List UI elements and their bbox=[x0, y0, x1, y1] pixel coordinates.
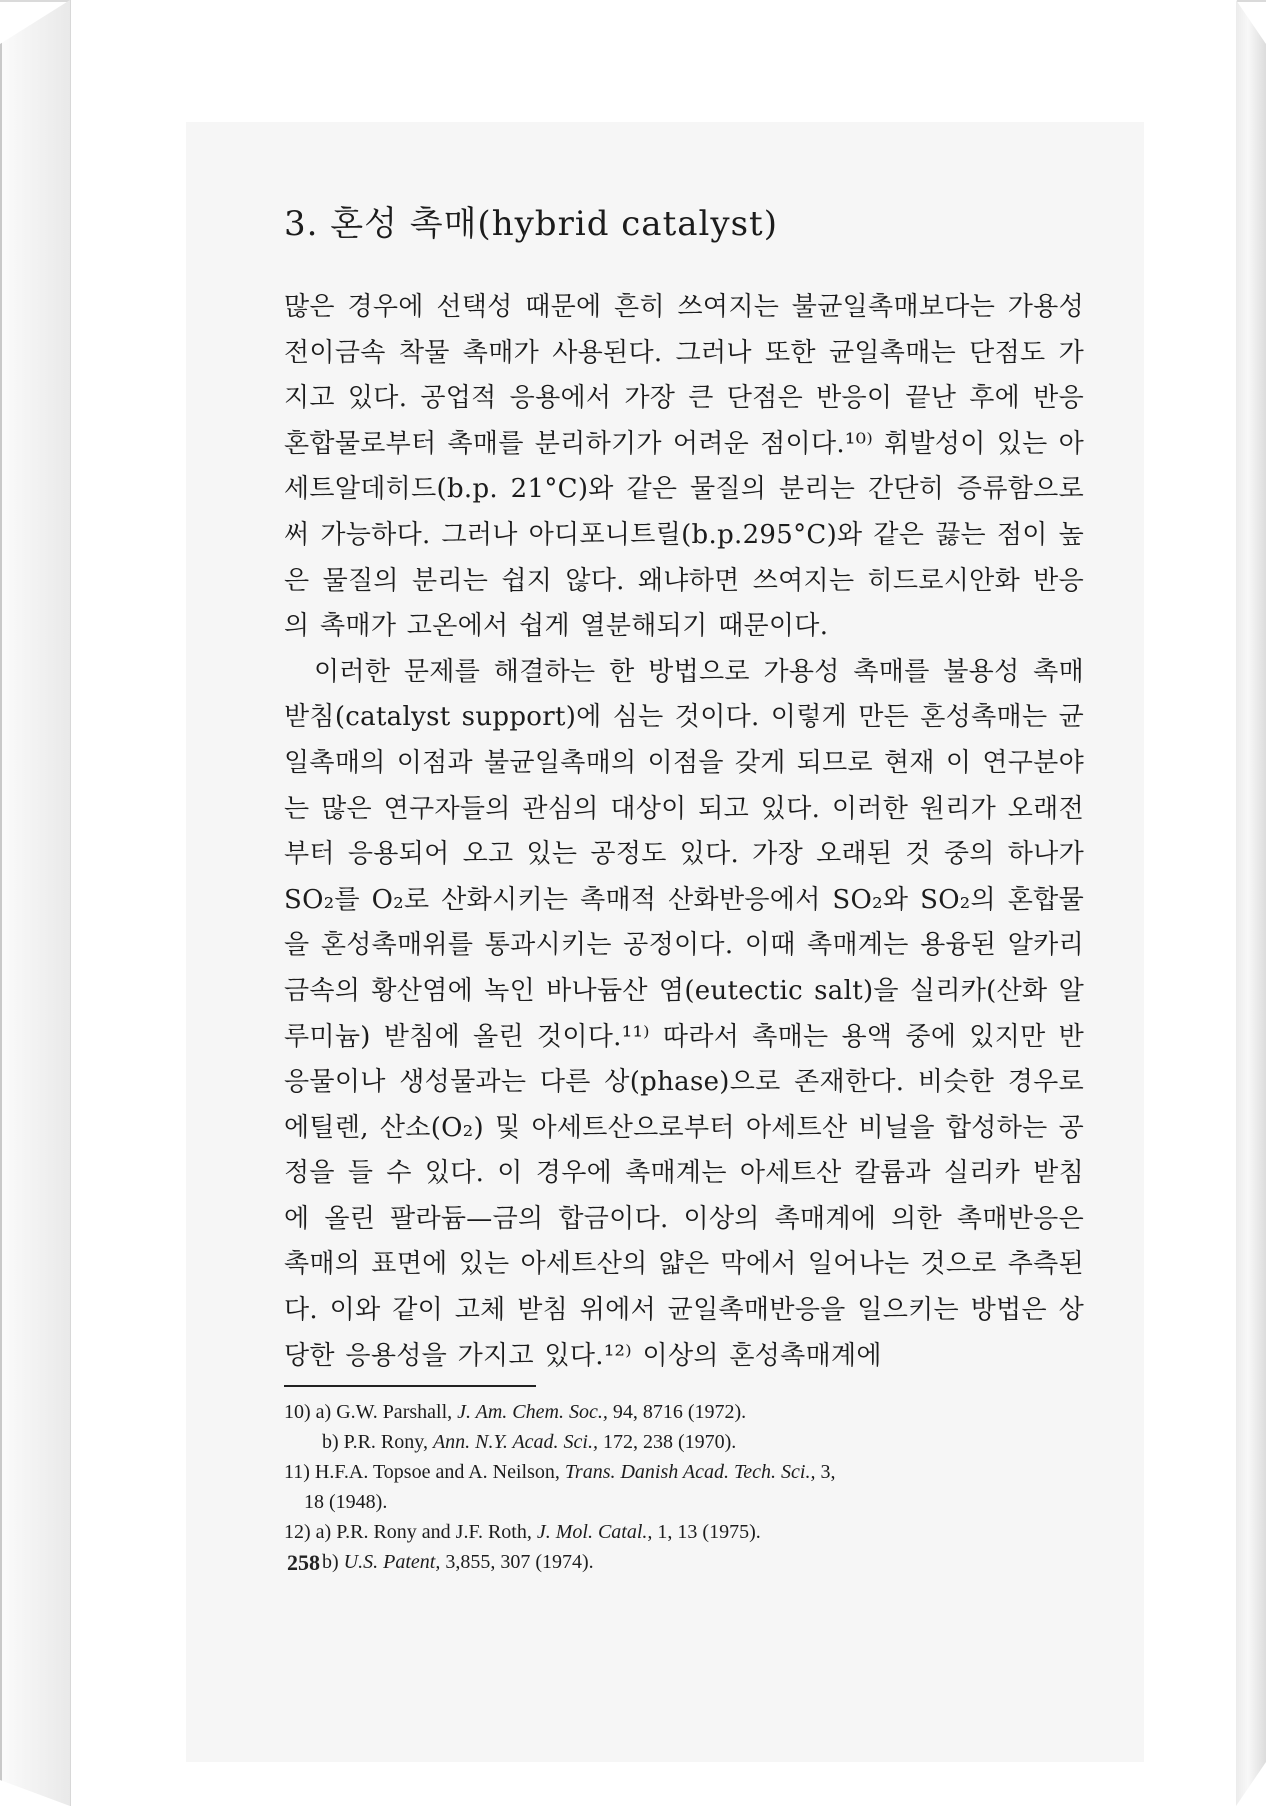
page-number: 258 bbox=[287, 1550, 320, 1575]
footnote-label: 10) a) bbox=[284, 1401, 332, 1424]
footnote-journal: J. Mol. Catal., bbox=[536, 1521, 653, 1544]
footnote-journal: Ann. N.Y. Acad. Sci., bbox=[432, 1431, 598, 1454]
footnote-journal: U.S. Patent, bbox=[343, 1551, 441, 1574]
footnote-ref: 172, 238 (1970). bbox=[602, 1431, 737, 1454]
footnote-ref: 18 (1948). bbox=[304, 1491, 388, 1514]
section-title: 3. 혼성 촉매(hybrid catalyst) bbox=[284, 204, 778, 244]
footnote-authors: H.F.A. Topsoe and A. Neilson, bbox=[314, 1461, 560, 1484]
footnotes bbox=[284, 1397, 1084, 1577]
footnote-12a bbox=[284, 1517, 1084, 1547]
footnote-11 bbox=[284, 1457, 1084, 1487]
footnote-authors: G.W. Parshall, bbox=[336, 1401, 453, 1424]
footnote-label: b) bbox=[322, 1431, 339, 1454]
footnote-rule bbox=[284, 1385, 536, 1387]
footnote-10a bbox=[284, 1397, 1084, 1427]
footnote-journal: J. Am. Chem. Soc., bbox=[457, 1401, 608, 1424]
footnote-ref: 1, 13 (1975). bbox=[657, 1521, 761, 1544]
paragraph-1: 많은 경우에 선택성 때문에 흔히 쓰여지는 불균일촉매보다는 가용성 전이금속 착물 촉매가 사용된다. 그러나 또한 균일촉매는 단점도 가지고 있다. 공업적 응용에서 가장 큰 단점은 반응이 끝난 후에 반응혼합물로부터 촉매를 분리하기가 어려운 점이다.¹⁰⁾ 휘발성이 있는 아세트알데히드(b.p. 21°C)와 같은 물질의 분리는 간단히 증류함으로써 가능하다. 그러나 아디포니트릴(b.p.295°C)와 같은 끓는 점이 높은 물질의 분리는 쉽지 않다. 왜냐하면 쓰여지는 히드로시안화 반응의 촉매가 고온에서 쉽게 열분해되기 때문이다. bbox=[284, 292, 1084, 642]
footnote-label: 12) a) bbox=[284, 1521, 332, 1544]
footnote-10b bbox=[284, 1427, 1084, 1457]
footnote-ref: 3,855, 307 (1974). bbox=[445, 1551, 594, 1574]
footnote-journal: Trans. Danish Acad. Tech. Sci., bbox=[564, 1461, 816, 1484]
page-content bbox=[284, 196, 1084, 1577]
paragraph-2: 이러한 문제를 해결하는 한 방법으로 가용성 촉매를 불용성 촉매받침(catalyst support)에 심는 것이다. 이렇게 만든 혼성촉매는 균일촉매의 이점과 불균일촉매의 이점을 갖게 되므로 현재 이 연구분야는 많은 연구자들의 관심의 대상이 되고 있다. 이러한 원리가 오래전부터 응용되어 오고 있는 공정도 있다. 가장 오래된 것 중의 하나가 SO₂를 O₂로 산화시키는 촉매적 산화반응에서 SO₂와 SO₂의 혼합물을 혼성촉매위를 통과시키는 공정이다. 이때 촉매계는 용융된 알카리금속의 황산염에 녹인 바나듐산 염(eutectic salt)을 실리카(산화 알루미늄) 받침에 올린 것이다.¹¹⁾ 따라서 촉매는 용액 중에 있지만 반응물이나 생성물과는 다른 상(phase)으로 존재한다. 비슷한 경우로 에틸렌, 산소(O₂) 및 아세트산으로부터 아세트산 비닐을 합성하는 공정을 들 수 있다. 이 경우에 촉매계는 아세트산 칼륨과 실리카 받침에 올린 팔라듐—금의 합금이다. 이상의 촉매계에 의한 촉매반응은 촉매의 표면에 있는 아세트산의 얇은 막에서 일어나는 것으로 추측된다. 이와 같이 고체 받침 위에서 균일촉매반응을 일으키는 방법은 상당한 응용성을 가지고 있다.¹²⁾ 이상의 혼성촉매계에 bbox=[284, 656, 1084, 1371]
page-right-edge bbox=[1236, 0, 1266, 1806]
footnote-label: b) bbox=[322, 1551, 339, 1574]
footnote-12b bbox=[284, 1547, 1084, 1577]
book-spine bbox=[0, 0, 70, 1806]
footnote-11-cont bbox=[284, 1487, 1084, 1517]
footnote-label: 11) bbox=[284, 1461, 310, 1484]
footnote-authors: P.R. Rony, bbox=[343, 1431, 428, 1454]
footnote-authors: P.R. Rony and J.F. Roth, bbox=[336, 1521, 532, 1544]
footnote-ref: 94, 8716 (1972). bbox=[612, 1401, 747, 1424]
footnote-ref: 3, bbox=[820, 1461, 836, 1484]
